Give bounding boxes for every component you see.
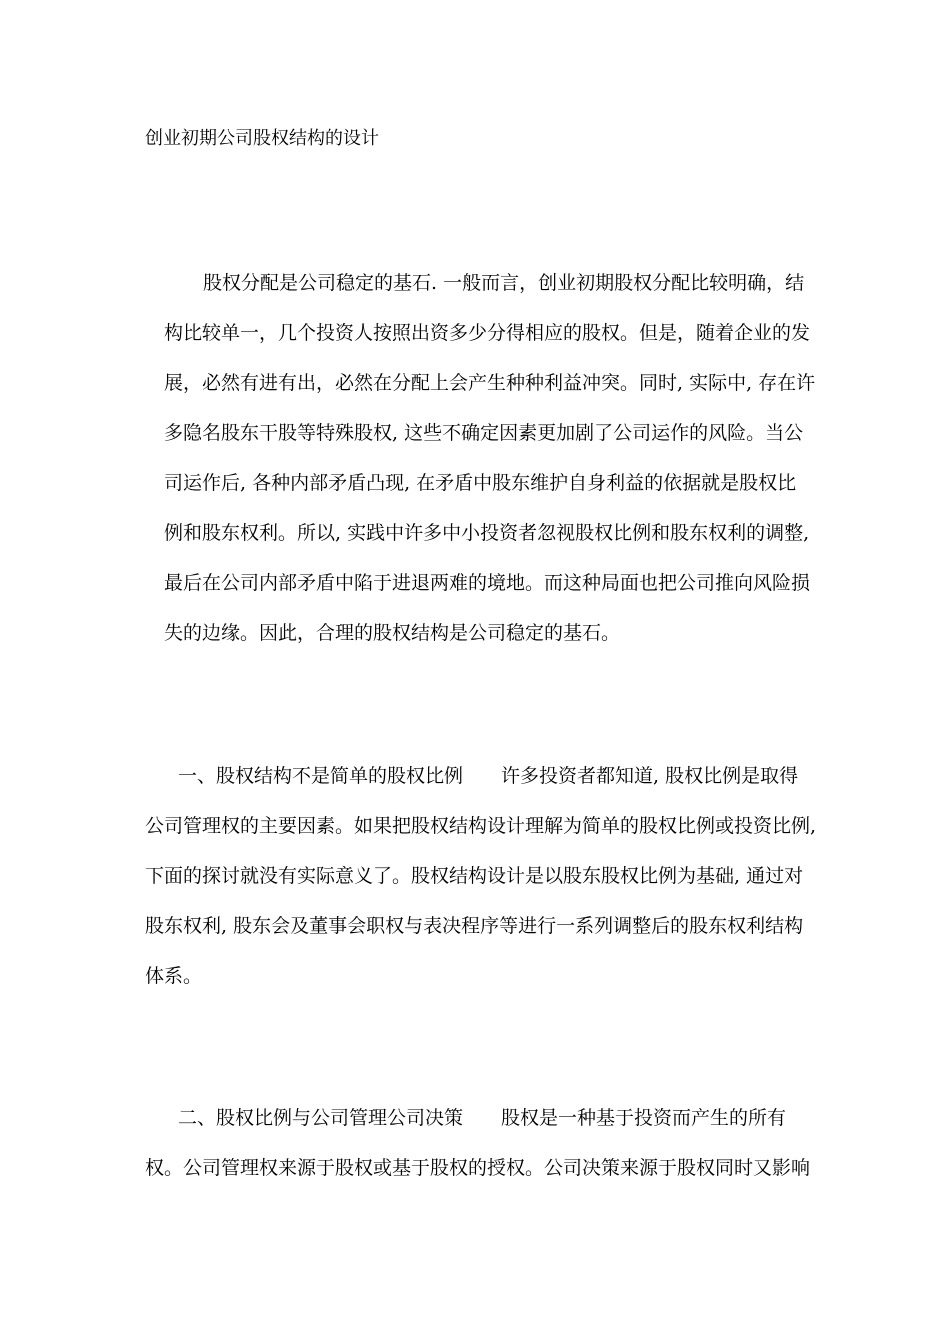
paragraph-3-line-1: 二、股权比例与公司管理公司决策 股权是一种基于投资而产生的所有 xyxy=(178,1107,787,1129)
paragraph-2-line-1: 一、股权结构不是简单的股权比例 许多投资者都知道, 股权比例是取得 xyxy=(178,765,799,787)
paragraph-1-line-7: 最后在公司内部矛盾中陷于进退两难的境地。而这种局面也把公司推向风险损 xyxy=(164,572,811,594)
paragraph-3-line-2: 权。公司管理权来源于股权或基于股权的授权。公司决策来源于股权同时又影响 xyxy=(145,1157,811,1179)
paragraph-2-line-2: 公司管理权的主要因素。如果把股权结构设计理解为简单的股权比例或投资比例, xyxy=(145,815,817,837)
paragraph-1-line-1: 股权分配是公司稳定的基石. 一般而言，创业初期股权分配比较明确，结 xyxy=(203,272,805,294)
paragraph-2-line-5: 体系。 xyxy=(145,965,203,987)
paragraph-1-line-4: 多隐名股东干股等特殊股权, 这些不确定因素更加剧了公司运作的风险。当公 xyxy=(164,422,804,444)
paragraph-1-line-6: 例和股东权利。所以, 实践中许多中小投资者忽视股权比例和股东权利的调整, xyxy=(164,522,810,544)
paragraph-2-line-4: 股东权利, 股东会及董事会职权与表决程序等进行一系列调整后的股东权利结构 xyxy=(145,915,804,937)
paragraph-1-line-2: 构比较单一，几个投资人按照出资多少分得相应的股权。但是，随着企业的发 xyxy=(164,322,811,344)
paragraph-2-line-3: 下面的探讨就没有实际意义了。股权结构设计是以股东股权比例为基础, 通过对 xyxy=(145,865,804,887)
paragraph-1-line-5: 司运作后, 各种内部矛盾凸现, 在矛盾中股东维护自身利益的依据就是股权比 xyxy=(164,472,797,494)
paragraph-1-line-8: 失的边缘。因此，合理的股权结构是公司稳定的基石。 xyxy=(164,622,621,644)
document-title: 创业初期公司股权结构的设计 xyxy=(145,128,379,149)
paragraph-1-line-3: 展，必然有进有出，必然在分配上会产生种种利益冲突。同时, 实际中, 存在许 xyxy=(164,372,816,394)
